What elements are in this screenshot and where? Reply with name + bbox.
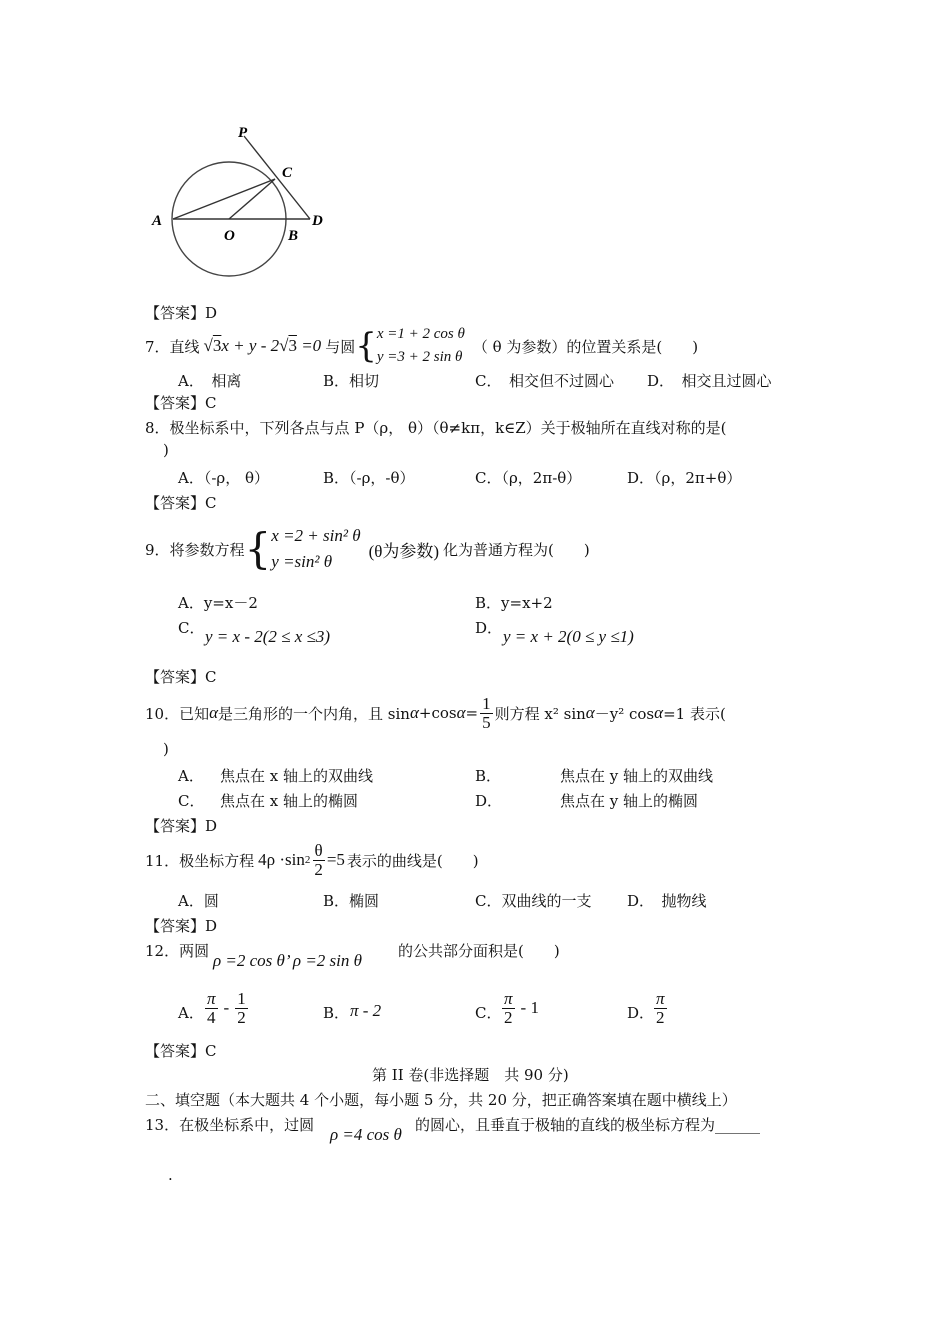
- q10-option-b-label: B．: [475, 767, 502, 785]
- question-10: [145, 690, 726, 736]
- q7-option-b: B．相切: [323, 372, 380, 390]
- q10-fraction: [480, 695, 493, 732]
- q9-option-c: y = x - 2(2 ≤ x ≤3): [205, 627, 331, 646]
- q12-option-d: [652, 990, 669, 1027]
- label-a: A: [152, 213, 163, 229]
- q12-c-d: 2: [504, 1007, 513, 1027]
- question-8-line2: ): [163, 441, 169, 459]
- q12-a-n2: 1: [237, 989, 246, 1008]
- q8-option-c: C．（ρ，2π-θ）: [475, 469, 582, 487]
- q9-param: (θ为参数): [368, 541, 440, 561]
- q10-option-a-label: A．: [178, 767, 204, 785]
- q7-sys-line2: y =3 + 2 sin θ: [376, 349, 463, 365]
- q9-sys-line2: y =sin² θ: [271, 552, 333, 571]
- q8-option-d: D．（ρ，2π+θ）: [627, 469, 742, 487]
- q11-option-d: D． 抛物线: [627, 892, 707, 910]
- q7-circle-system: [377, 323, 465, 370]
- question-13-pre: 13．在极坐标系中，过圆: [145, 1116, 315, 1134]
- q12-option-b: π - 2: [350, 1001, 382, 1020]
- question-13-tail: 的圆心，且垂直于极轴的直线的极坐标方程为______: [415, 1116, 761, 1134]
- q12-option-a: [203, 990, 250, 1027]
- q7-option-d: D． 相交且过圆心: [647, 372, 772, 390]
- line-ac: [173, 179, 275, 219]
- q7-number: 7．直线: [145, 337, 200, 356]
- label-p: P: [238, 125, 248, 141]
- q7-sys-line1: x =1 + 2 cos θ: [376, 325, 465, 342]
- label-b: B: [288, 228, 299, 244]
- q10-pre: 10．已知: [145, 704, 210, 723]
- q7-brace: {: [355, 326, 377, 366]
- q12-a-op: -: [223, 998, 230, 1018]
- q11-math-a: 4ρ ·sin: [258, 850, 305, 869]
- q12-option-a-label: A．: [178, 1004, 204, 1022]
- q8-option-a: A．（-ρ， θ）: [178, 469, 270, 487]
- q11-pre: 11．极坐标方程: [145, 851, 255, 870]
- q7-tail: （ θ 为参数）的位置关系是( ): [472, 337, 699, 356]
- q10-option-b: 焦点在 y 轴上的双曲线: [560, 767, 714, 785]
- answer-7: 【答案】C: [145, 394, 217, 412]
- q12-d-d: 2: [656, 1007, 665, 1027]
- q10-alpha-4: α: [585, 703, 595, 722]
- q11-frac-den: 2: [314, 859, 323, 879]
- q10-mid1: 是三角形的一个内角，且 sin: [218, 704, 410, 723]
- answer-6: 【答案】D: [145, 304, 218, 322]
- label-d: D: [312, 213, 323, 229]
- q9-number: 9．将参数方程: [145, 540, 245, 559]
- question-7: [145, 322, 698, 370]
- q12-a-d1: 4: [207, 1007, 216, 1027]
- q10-option-a: 焦点在 x 轴上的双曲线: [220, 767, 373, 785]
- q12-a-d2: 2: [237, 1007, 246, 1027]
- q11-math-b: =5: [326, 850, 345, 869]
- q12-a-frac1: [205, 990, 218, 1027]
- q9-tail: 化为普通方程为( ): [443, 540, 590, 559]
- q10-mid2: +cos: [418, 704, 457, 722]
- q11-tail: 表示的曲线是( ): [346, 851, 479, 870]
- question-12-math: ρ =2 cos θ’ ρ =2 sin θ: [213, 951, 362, 970]
- q9-brace: {: [244, 524, 272, 573]
- line-pd: [244, 136, 310, 219]
- q10-eq: =: [465, 704, 479, 722]
- q11-option-a: A．圆: [178, 892, 219, 910]
- q10-mid4: －y² cos: [594, 704, 655, 723]
- line-oc: [229, 179, 275, 219]
- question-13-math: ρ =4 cos θ: [330, 1125, 402, 1144]
- q10-alpha-1: α: [209, 703, 219, 722]
- q10-option-c-label: C．: [178, 792, 205, 810]
- q9-sys-line1: x =2 + sin² θ: [271, 525, 361, 545]
- label-o: O: [224, 228, 235, 244]
- answer-12: 【答案】C: [145, 1042, 217, 1060]
- q11-sup: 2: [304, 854, 311, 866]
- q9-option-b: B．y=x+2: [475, 594, 553, 612]
- q11-fraction: [312, 842, 325, 879]
- q12-option-d-label: D．: [627, 1004, 655, 1022]
- q12-d-n: π: [656, 989, 665, 1008]
- question-10-line2: ): [163, 740, 169, 758]
- q10-option-c: 焦点在 x 轴上的椭圆: [220, 792, 358, 810]
- q12-d-frac: [654, 990, 667, 1027]
- q7-option-a: A． 相离: [178, 372, 242, 390]
- question-12-pre: 12．两圆: [145, 942, 210, 960]
- q10-alpha-3: α: [456, 703, 466, 722]
- circle-tangent-figure: [140, 115, 350, 285]
- question-9: [145, 520, 590, 578]
- q12-c-frac: [502, 990, 515, 1027]
- part2-section: 二、填空题（本大题共 4 个小题，每小题 5 分，共 20 分，把正确答案填在题中横线上）: [145, 1091, 737, 1109]
- q10-option-d: 焦点在 y 轴上的椭圆: [560, 792, 699, 810]
- q12-option-b-label: B．: [323, 1004, 350, 1022]
- q9-option-d-label: D．: [475, 619, 503, 637]
- q9-option-d: y = x + 2(0 ≤ y ≤1): [503, 627, 634, 646]
- q10-alpha-2: α: [409, 703, 419, 722]
- q8-option-b: B．（-ρ，-θ）: [323, 469, 415, 487]
- answer-10: 【答案】D: [145, 817, 218, 835]
- q7-mid: 与圆: [325, 337, 356, 356]
- q7-line-equation: √3x + y - 2√3 =0: [203, 336, 322, 355]
- question-13-dot: .: [168, 1166, 173, 1184]
- q10-mid3: 则方程 x² sin: [494, 704, 586, 723]
- q12-c-tail: - 1: [520, 998, 539, 1018]
- q10-frac-num: 1: [482, 693, 491, 713]
- q11-frac-num: θ: [314, 840, 323, 860]
- label-c: C: [282, 165, 293, 181]
- q12-a-frac2: [235, 990, 248, 1027]
- question-8-line1: 8．极坐标系中，下列各点与点 P（ρ， θ）（θ≠kπ，k∈Z）关于极轴所在直线对称的是(: [145, 419, 727, 437]
- q10-frac-den: 5: [482, 712, 491, 732]
- answer-11: 【答案】D: [145, 917, 218, 935]
- q11-option-b: B．椭圆: [323, 892, 380, 910]
- answer-9: 【答案】C: [145, 668, 217, 686]
- q10-option-d-label: D．: [475, 792, 503, 810]
- q7-option-c: C． 相交但不过圆心: [475, 372, 614, 390]
- question-12-tail: 的公共部分面积是( ): [398, 942, 560, 960]
- q12-c-n: π: [504, 989, 513, 1008]
- q10-alpha-5: α: [654, 703, 664, 722]
- q12-option-c: [500, 990, 539, 1027]
- q12-a-n1: π: [207, 989, 216, 1008]
- question-11: [145, 838, 479, 882]
- q9-option-a: A．y=x－2: [178, 594, 258, 612]
- part2-title: 第 II 卷(非选择题 共 90 分): [372, 1066, 569, 1084]
- q9-option-c-label: C．: [178, 619, 205, 637]
- q10-tail: =1 表示(: [663, 704, 726, 723]
- q12-option-c-label: C．: [475, 1004, 502, 1022]
- q11-option-c: C．双曲线的一支: [475, 892, 592, 910]
- q9-system: [271, 523, 360, 576]
- answer-8: 【答案】C: [145, 494, 217, 512]
